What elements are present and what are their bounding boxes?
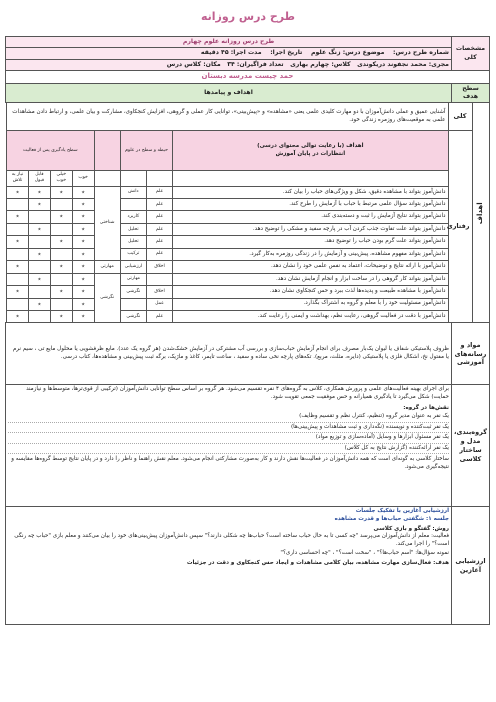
table-row: دانش‌آموز با دقت در فعالیت گروهی، رعایت نظم، بهداشت و ایمنی را رعایت کند. علم نگرشی ٭ ٭ ٭ — [7, 310, 490, 322]
table-row: دانش‌آموز بتواند علت گرم بودن حباب را توضیح دهد. علم تحلیل ٭ ٭ ٭ — [7, 236, 490, 248]
table-row: دانش‌آموز مسئولیت خود را با معلم و گروه به اشتراک بگذارد. عمل ٭ ٭ — [7, 298, 490, 310]
roles-title: نقش‌ها در گروه: — [403, 404, 449, 411]
place: مکان: کلاس درس — [166, 60, 221, 68]
table-row: دانش‌آموز با مشاهده طبیعت و پدیده‌ها لذت ببرد و حس کنجکاوی نشان دهد. اخلاق نگرشی ٭ ٭ ٭ — [7, 286, 490, 298]
expected-header: اهداف (با رعایت توالی محتوای درسی) انتظارات در پایان آموزش — [173, 131, 448, 171]
role-item: یک نفر به عنوان مدیر گروه (تنظیم، کنترل نظم و تقسیم وظایف) — [8, 412, 449, 423]
side-goals-label: اهداف — [472, 103, 489, 323]
table-row: دانش‌آموز بتواند علت تفاوت جذب کردن آب در پارچه سفید و مشکی را توضیح دهد. علم تحلیل ٭ ٭ — [7, 223, 490, 235]
table-row: دانش‌آموز بتواند نتایج آزمایش را ثبت و دسته‌بندی کند. علم کاربرد ٭ ٭ ٭ — [7, 211, 490, 223]
domain-att: نگرشی — [94, 273, 120, 323]
topic: موضوع درس: زنگ علوم — [311, 49, 385, 57]
eval-col-2: خیلی خوب — [50, 171, 72, 186]
lesson-plan-table — [6, 36, 490, 625]
eval-goal: هدف: فعال‌سازی مهارت مشاهده، بیان کلامی مشاهدات و ایجاد حس کنجکاوی و دقت در جزئیات — [186, 559, 449, 566]
meta-label: مشخصات کلی — [452, 37, 490, 71]
media-text: ظروف پلاستیکی شفاف یا لیوان یک‌بار مصرف برای انجام آزمایش حباب‌سازی و بررسی آب‌ مشترکی در آزمایش خشک‌شدن (هر گروه یک عدد). مایع ظرفشویی یا محلول مایع ‌تی ، سیم نرم یا مفتول نخ، اشکال فلزی یا پلاستیکی (دایره، مثلث، مربع). تکه‌های پارچه نخی ساده و سفید ، ساعت تایمر، کاغذ و ماژیک، برگه ثبت پیش‌بینی و مشاهده‌ها، کتاب درسی. — [6, 323, 452, 385]
eval-title: ارزشیابی آغازین با تفکیک جلسات — [355, 508, 449, 515]
subtitle-band: حمد چیست مدرسه دبستان — [5, 71, 489, 83]
meta-row-1 — [5, 48, 451, 59]
activity: فعالیت: معلم از دانش‌آموزان می‌پرسد "چه کسی تا به حال حباب ساخته است؟ حباب‌ها چه شکلی دارند؟" سپس دانش‌آموزان پیش‌بینی‌های خود را بیان می‌کنند و معلم بازی "حباب چه رنگی است؟" را اجرا می‌کند. — [14, 533, 449, 547]
grade: کلاس: چهارم بهاری — [290, 60, 351, 68]
teacher: مجری: محمد نجفوند دریکوندی — [357, 60, 449, 68]
method: روش: گفتگو و بازی کلاسی — [373, 525, 449, 532]
overall-text: آشنایی عمیق و عملی دانش‌آموزان با دو مهارت کلیدی علمی یعنی «مشاهده» و «پیش‌بینی»، توانایی کار عملی و گروهی، افزایش کنجکاوی، مشارکت و بیان علمی، و ارتباط دادن مشاهدات علمی به موقعیت‌های روزمره زندگی خود. — [7, 103, 449, 131]
eval-header: سطح یادگیری پس از فعالیت — [7, 131, 95, 171]
groups-text: برای اجرای بهینه فعالیت‌های علمی و پرورش همکاری، کلاس به گروه‌های ۴ نفره تقسیم می‌شود. هر گروه بر اساس سطح توانایی دانش‌آموزان (ترکیبی از قوی‌ترها، متوسط‌ها و نیازمند حمایت) شکل می‌گیرد تا یادگیری همیارانه و حس موفقیت جمعی تقویت شود. — [26, 386, 449, 400]
domain-header: حیطه و سطح در علوم — [120, 131, 172, 171]
table-row: دانش‌آموز بتواند کار گروهی را در ساخت ابزار و انجام آزمایش نشان دهد. مهارتی نگرشی ٭ ٭ — [7, 273, 490, 285]
main-title: طرح درس روزانه — [200, 10, 296, 23]
section-title: طرح درس روزانه علوم چهارم — [5, 37, 451, 48]
table-row: دانش‌آموز بتواند با مشاهده دقیق، شکل و ویژگی‌های حباب را بیان کند. علم دانش شناختی ٭ ٭ ٭ ٭ — [7, 186, 490, 198]
session-title: جلسه ۱: شگفتی حباب‌ها و قدرت مشاهده — [334, 515, 449, 522]
behavior-label: رفتاری — [448, 131, 472, 323]
groups-label: گروه‌بندی، مدل و ساختار کلاسی — [452, 385, 490, 507]
eval-col-1: خوب — [72, 171, 94, 186]
students: تعداد فراگیران: ۳۴ — [227, 60, 284, 68]
goals-header: اهداف و پیامدها — [5, 83, 451, 103]
goal-stage-label: سطح هدف — [452, 83, 490, 103]
groups-cell — [6, 385, 452, 507]
meta-row-2 — [5, 59, 451, 70]
overall-label: کلی — [448, 103, 472, 131]
sample-questions: نمونه سؤال‌ها: "اسم حباب‌ها؟" ، "سخت است؟" ، "چه احساسی داری؟" — [280, 550, 449, 557]
role-item: یک نفر ارائه‌کننده (گزارش نتایج به کل کلاس) — [8, 444, 449, 455]
exec-date: تاریخ اجرا: — [270, 49, 303, 57]
eval-label: ارزشیابی آغازین — [452, 507, 490, 625]
domain-cog: شناختی — [94, 186, 120, 261]
media-label: مواد و رسانه‌های آموزشی — [452, 323, 490, 385]
eval-col-4: نیاز به تلاش — [7, 171, 29, 186]
domain-skill: مهارتی — [94, 261, 120, 273]
role-item: یک نفر مسئول ابزارها و وسایل (آماده‌سازی و توزیع مواد) — [8, 433, 449, 444]
eval-cell — [6, 507, 452, 625]
role-item: یک نفر ثبت‌کننده و نویسنده (نگه‌داری و ثبت مشاهدات و پیش‌بینی‌ها) — [8, 423, 449, 434]
lesson-plan-page — [6, 0, 490, 702]
table-row: دانش‌آموز بتواند سؤال علمی مرتبط با حباب با آزمایش را طرح کند. علم ٭ ٭ — [7, 199, 490, 211]
eval-col-3: قابل قبول — [29, 171, 51, 186]
table-row: دانش‌آموز بتواند مفهوم مشاهده، پیش‌بینی و آزمایش را در زندگی روزمره به‌کار گیرد. علم ترکیب ٭ ٭ — [7, 248, 490, 260]
table-row: دانش‌آموز با ارائه نتایج و توضیحات، اعتماد به نفس علمی خود را نشان دهد. اخلاق ارزشیابی مهارتی ٭ ٭ ٭ — [7, 261, 490, 273]
groups-end: ساختار کلاسی به گونه‌ای است که همه دانش‌آموزان در فعالیت‌ها نقش دارند و کار به‌صورت مشارکتی انجام می‌شود. معلم نقش راهنما و ناظر را دارد و در پایان نتایج توسط گروه‌ها مقایسه و نتیجه‌گیری می‌شود. — [11, 456, 449, 470]
duration: مدت اجرا: ۴۵ دقیقه — [200, 49, 262, 57]
plan-number: شماره طرح درس: — [393, 49, 449, 57]
